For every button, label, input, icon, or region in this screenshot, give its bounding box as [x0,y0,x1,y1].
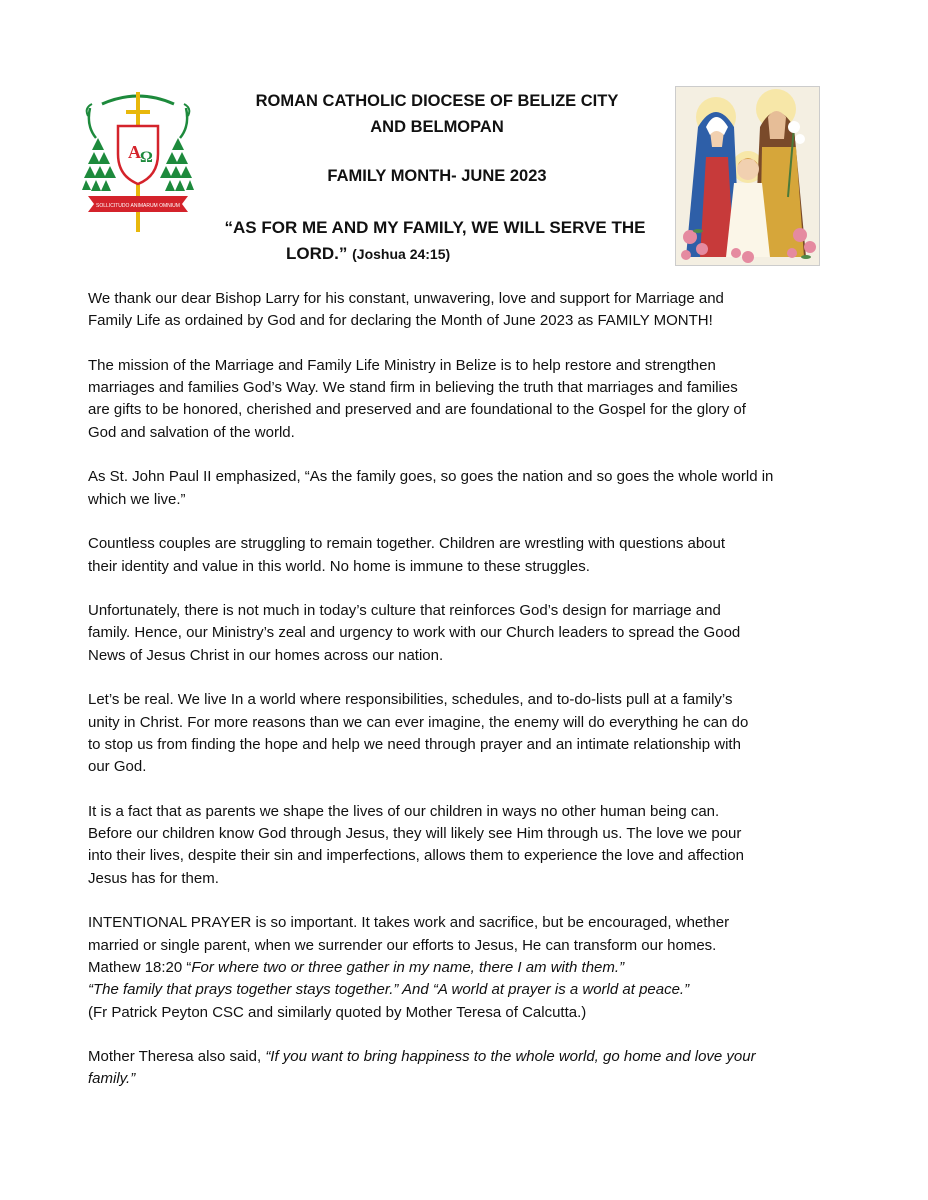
matthew-quote: For where two or three gather in my name, there I am with them.” [191,958,625,976]
p3-line: which we live.” [88,490,186,508]
p1-line: We thank our dear Bishop Larry for his constant, unwavering, love and support for Marriage and [88,290,724,307]
scripture-quote-line1: “AS FOR ME AND MY FAMILY, WE WILL SERVE THE [224,218,646,237]
peyton-quote: “The family that prays together stays together.” And “A world at prayer is a world at peace.” [88,981,690,999]
p1-line: Family Life as ordained by God and for declaring the Month of June 2023 as FAMILY MONTH! [88,312,713,330]
p8-line: (Fr Patrick Peyton CSC and similarly quoted by Mother Teresa of Calcutta.) [88,1003,587,1021]
family-month-title: FAMILY MONTH- JUNE 2023 [327,167,547,185]
p2-line: marriages and families God’s Way. We stand firm in believing the truth that marriages and families [88,379,738,397]
holy-family-image [675,86,820,266]
p8-line [88,957,848,979]
diocese-title-line1: ROMAN CATHOLIC DIOCESE OF BELIZE CITY [255,92,619,110]
paragraph-culture [88,600,848,667]
svg-text:A: A [128,142,141,162]
teresa-intro: Mother Theresa also said, [88,1048,266,1066]
paragraph-john-paul [88,466,848,511]
p7-line: Before our children know God through Jesus, they will likely see Him through us. The love we pour [88,825,742,843]
p3-line: As St. John Paul II emphasized, “As the family goes, so goes the nation and so goes the whole world in [88,468,774,486]
paragraph-parents [88,801,848,890]
p7-line: Jesus has for them. [88,869,219,887]
scripture-quote-line2 [286,244,450,264]
p9-line [88,1046,848,1068]
paragraph-mission [88,355,848,444]
svg-text:Ω: Ω [140,149,153,166]
p6-line: Let’s be real. We live In a world where responsibilities, schedules, and to-do-lists pull at a family’s [88,691,733,709]
p9-line [88,1068,848,1090]
p8-line [88,979,848,1001]
quote-reference: (Joshua 24:15) [352,246,451,262]
p2-line: The mission of the Marriage and Family Life Ministry in Belize is to help restore and strengthen [88,356,716,374]
paragraph-thanks [88,288,848,333]
p5-line: News of Jesus Christ in our homes across our nation. [88,646,444,664]
p6-line: to stop us from finding the hope and help we need through prayer and an intimate relationship with [88,735,741,753]
matthew-ref: Mathew 18:20 “ [88,958,192,976]
p7-line: into their lives, despite their sin and imperfections, allows them to experience the love and affection [88,847,744,865]
p6-line: unity in Christ. For more reasons than we can ever imagine, the enemy will do everything he can do [88,713,749,731]
p4-line: Countless couples are struggling to remain together. Children are wrestling with questions about [88,535,726,553]
paragraph-mother-teresa [88,1046,848,1091]
paragraph-intentional-prayer [88,912,848,1023]
paragraph-be-real [88,689,848,778]
p5-line: Unfortunately, there is not much in today’s culture that reinforces God’s design for marriage and [88,602,721,620]
p8-line: married or single parent, when we surrender our efforts to Jesus, He can transform our homes. [88,936,717,954]
p5-line: family. Hence, our Ministry’s zeal and urgency to work with our Church leaders to spread the Good [88,624,741,642]
letter-body [88,288,848,1113]
diocese-title-line2: AND BELMOPAN [370,118,504,136]
p7-line: It is a fact that as parents we shape the lives of our children in ways no other human being can. [88,802,720,820]
teresa-quote-end: family.” [88,1070,136,1088]
p4-line: their identity and value in this world. No home is immune to these struggles. [88,557,590,575]
teresa-quote: “If you want to bring happiness to the whole world, go home and love your [265,1048,756,1066]
p6-line: our God. [88,758,147,776]
coat-of-arms-icon [82,86,194,236]
crest-motto: SOLLICITUDO ANIMARUM OMNIUM [96,203,180,209]
p2-line: God and salvation of the world. [88,423,295,441]
paragraph-struggles [88,533,848,578]
p8-line: INTENTIONAL PRAYER is so important. It takes work and sacrifice, but be encouraged, whether [88,914,730,932]
p2-line: are gifts to be honored, cherished and preserved and are foundational to the Gospel for the glory of [88,401,746,419]
quote-end: LORD.” [286,244,348,263]
